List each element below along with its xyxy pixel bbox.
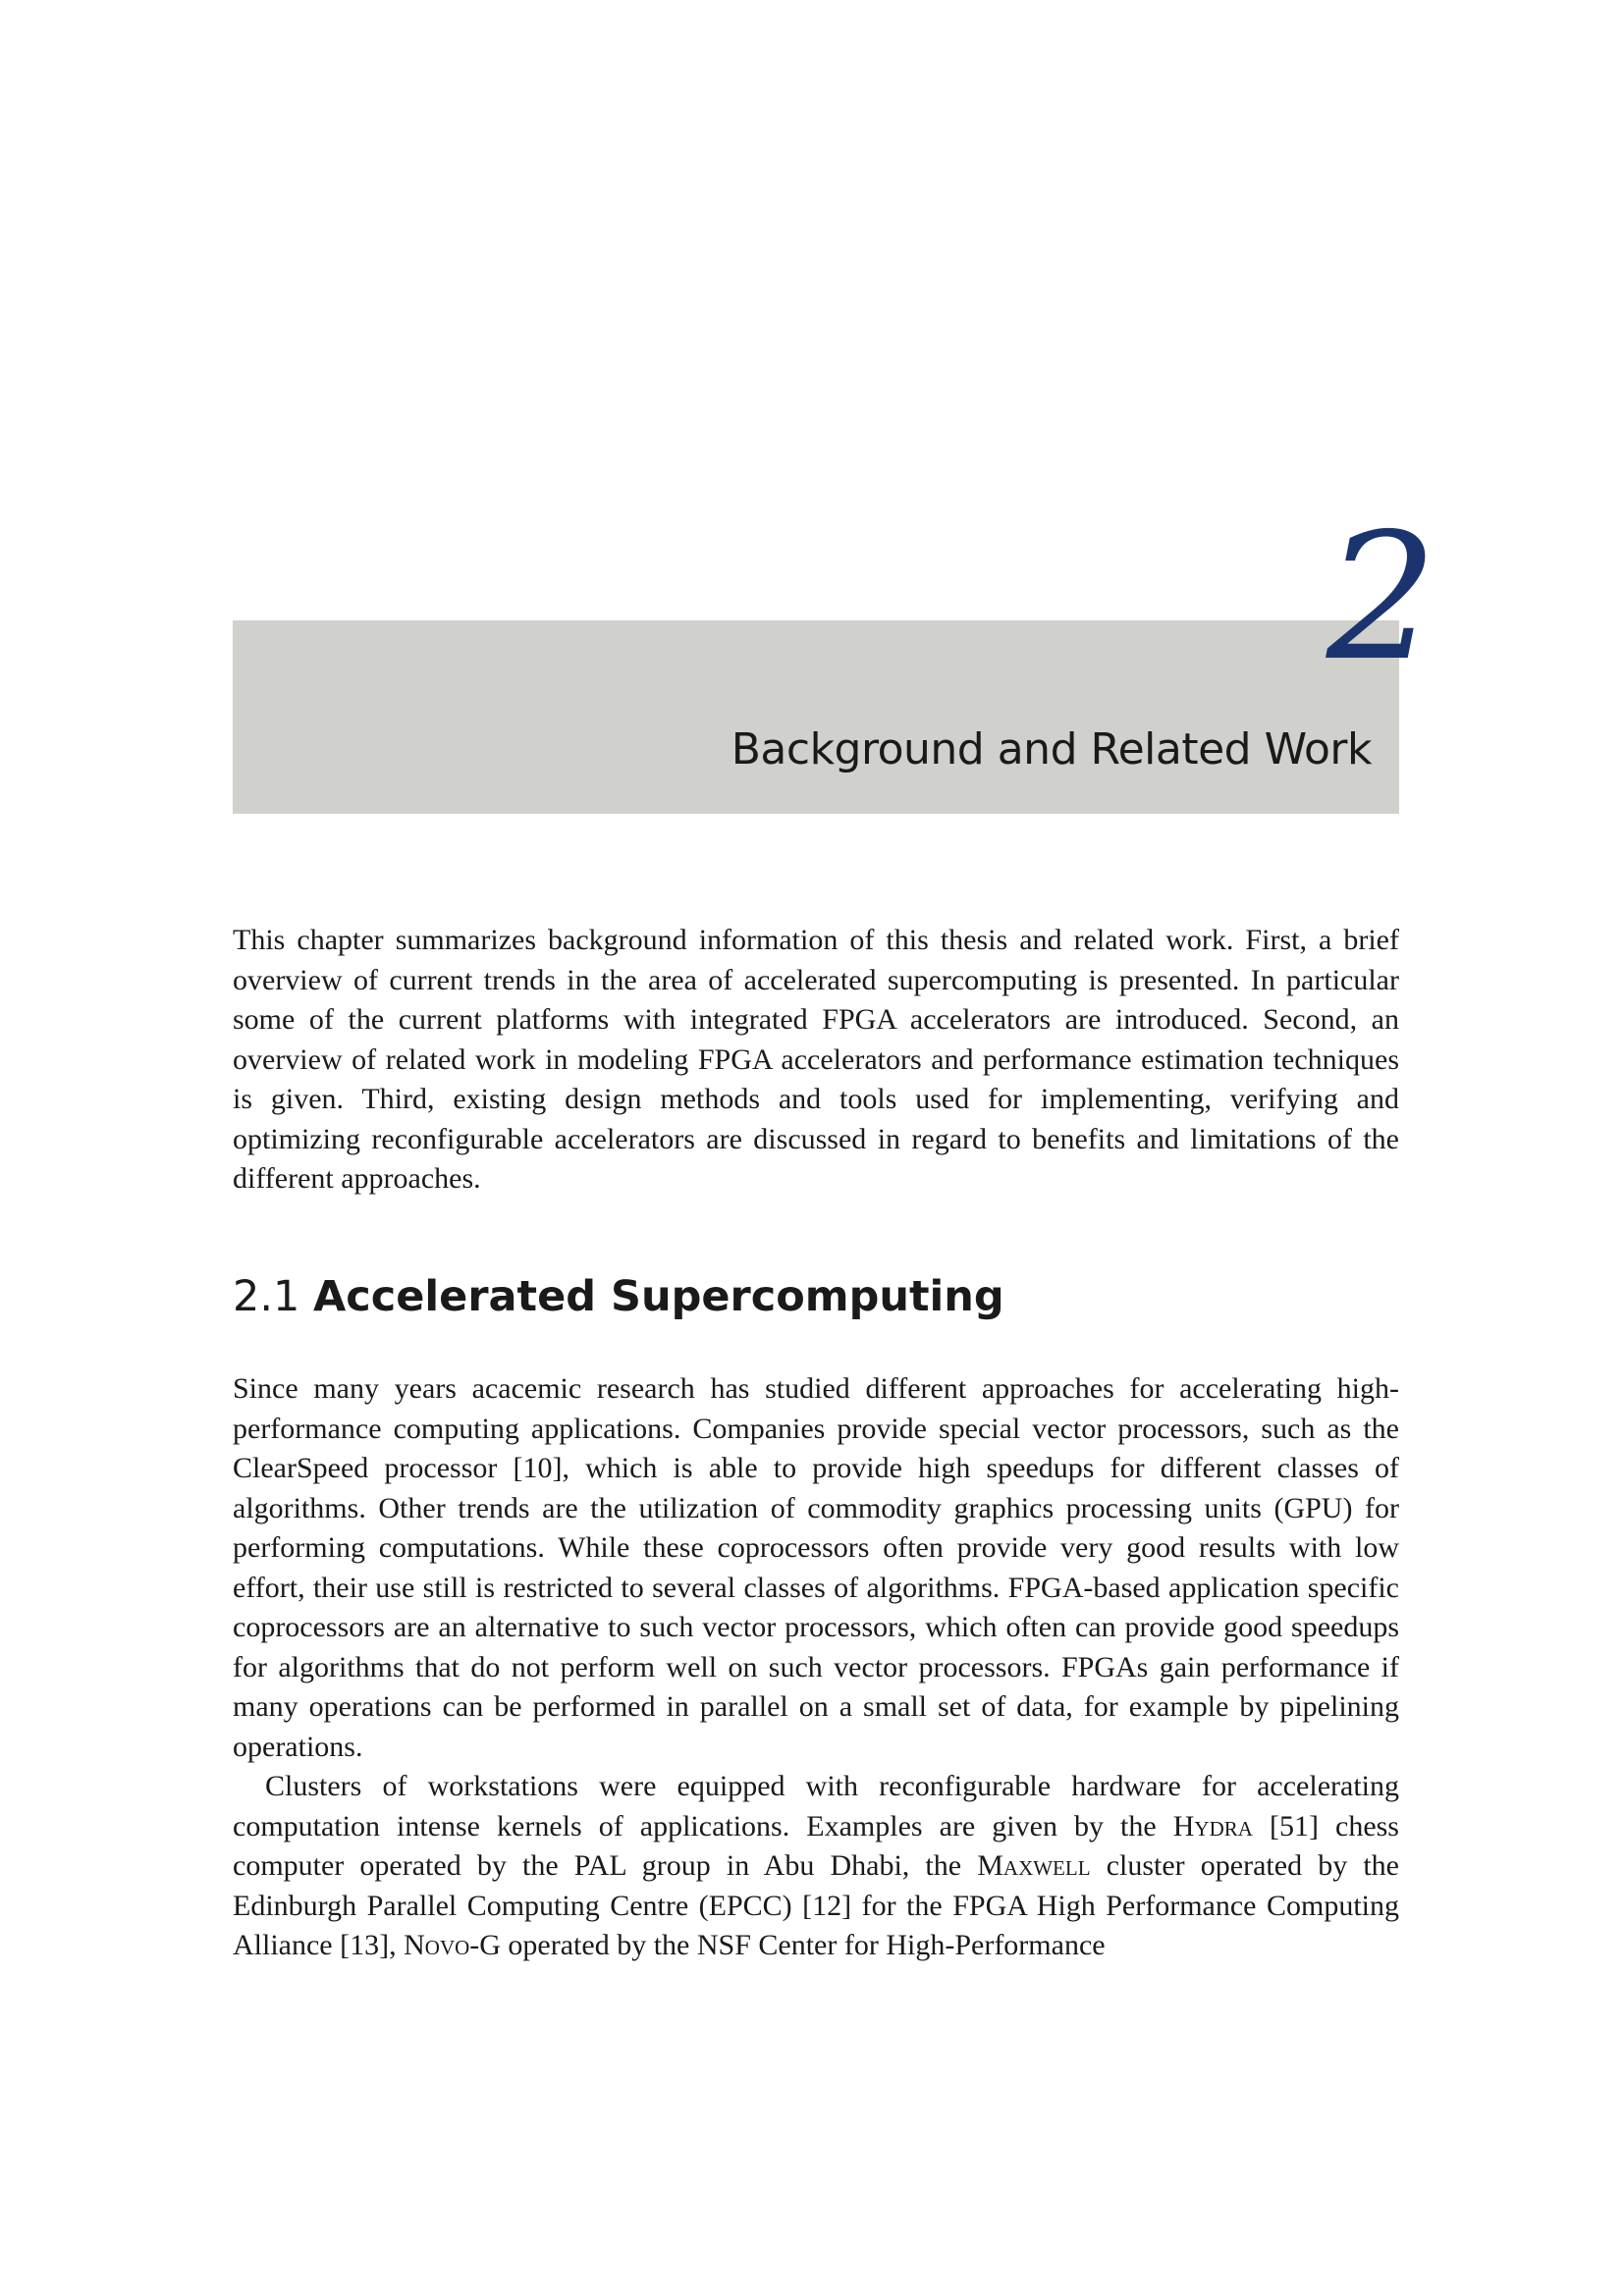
paragraph-2-text-3: cluster operated by the Edinburgh Parallel Computing Centre (EPCC) [12] for the FPGA High Performance Computing Alliance [13], <box>233 1849 1399 1961</box>
maxwell-name: Maxwell <box>977 1849 1091 1882</box>
chapter-title: Background and Related Work <box>731 724 1372 774</box>
chapter-intro <box>233 921 1399 1200</box>
section-body <box>233 1369 1399 1966</box>
novo-name: Novo <box>404 1929 470 1961</box>
section-paragraph-1: Since many years acacemic research has studied different approaches for accelerating high-performance computing applications. Companies provide special vector processors, such as the ClearSpeed processor [10], which is able to provide high speedups for different classes of algorithms. Other trends are the utilization of commodity graphics processing units (GPU) for performing computations. While these coprocessors often provide very good results with low effort, their use still is restricted to several classes of algorithms. FPGA-based application specific coprocessors are an alternative to such vector processors, which often can provide good speedups for algorithms that do not perform well on such vector processors. FPGAs gain performance if many operations can be performed in parallel on a small set of data, for example by pipelining operations. <box>233 1372 1399 1763</box>
paragraph-2-text-1: Clusters of workstations were equipped with reconfigurable hardware for accelerating computation intense kernels of applications. Examples are given by the <box>233 1770 1399 1842</box>
section-title: Accelerated Supercomputing <box>313 1272 1004 1321</box>
paragraph-2-text-2: [51] chess computer operated by the PAL group in Abu Dhabi, the <box>233 1809 1399 1882</box>
intro-paragraph: This chapter summarizes background information of this thesis and related work. First, a brief overview of current trends in the area of accelerated supercomputing is presented. In particular some of the current platforms with integrated FPGA accelerators are introduced. Second, an overview of related work in modeling FPGA accelerators and performance estimation techniques is given. Third, existing design methods and tools used for implementing, verifying and optimizing reconfigurable accelerators are discussed in regard to benefits and limitations of the different approaches. <box>233 924 1399 1195</box>
section-number: 2.1 <box>233 1272 300 1321</box>
paragraph-2-text-4: -G operated by the NSF Center for High-Performance <box>469 1929 1106 1961</box>
section-paragraph-2 <box>233 1767 1399 1966</box>
chapter-number: 2 <box>1326 496 1437 699</box>
chapter-header-band <box>233 620 1399 814</box>
hydra-name: Hydra <box>1172 1809 1253 1842</box>
section-heading <box>233 1272 1004 1321</box>
